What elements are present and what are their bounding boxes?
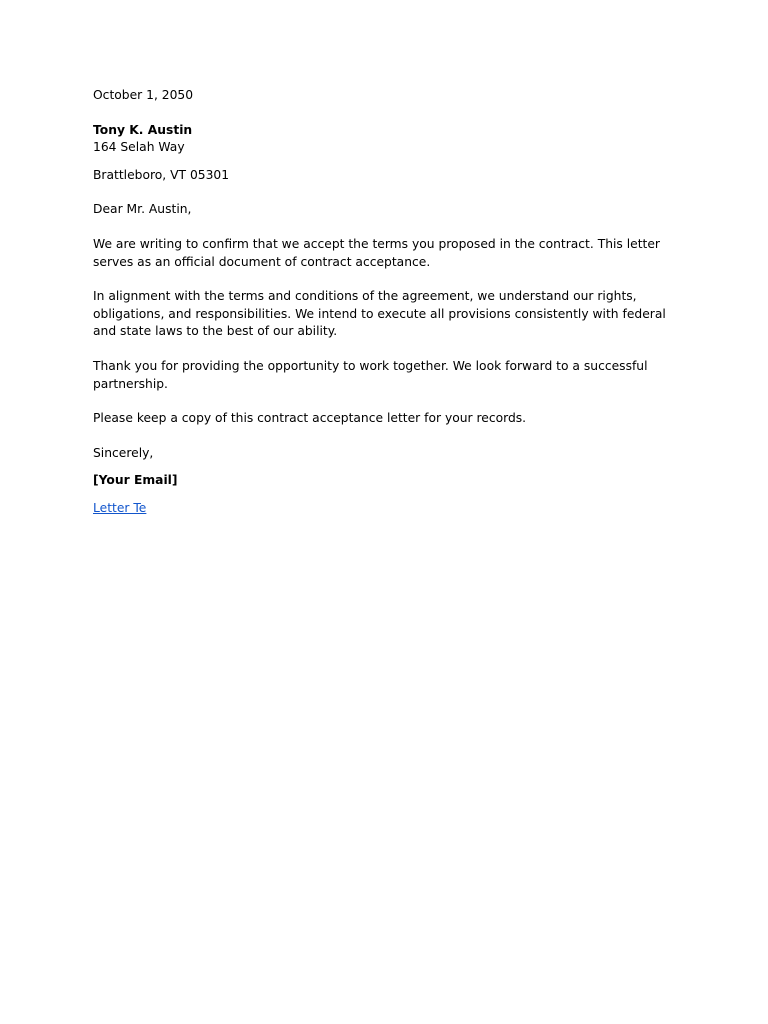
signature-placeholder: [Your Email]	[93, 473, 178, 488]
letter-page	[93, 87, 678, 518]
body-paragraph-3: Thank you for providing the opportunity to work together. We look forward to a successful partnership.	[93, 358, 648, 391]
letter-template-link[interactable]: Letter Te	[93, 500, 147, 515]
body-paragraph-2: In alignment with the terms and conditions of the agreement, we understand our rights, obligations, and responsibilities. We intend to execute all provisions consistently with federal and state laws to the best of our ability.	[93, 289, 666, 339]
recipient-address-line1: 164 Selah Way	[93, 140, 185, 155]
closing: Sincerely,	[93, 445, 154, 460]
body-paragraph-4: Please keep a copy of this contract acceptance letter for your records.	[93, 411, 527, 426]
recipient-name: Tony K. Austin	[93, 122, 193, 137]
body-paragraph-1: We are writing to confirm that we accept the terms you proposed in the contract. This letter serves as an official document of contract acceptance.	[93, 236, 660, 269]
letter-date: October 1, 2050	[93, 88, 194, 102]
recipient-address-line2: Brattleboro, VT 05301	[93, 167, 230, 182]
salutation: Dear Mr. Austin,	[93, 202, 192, 217]
